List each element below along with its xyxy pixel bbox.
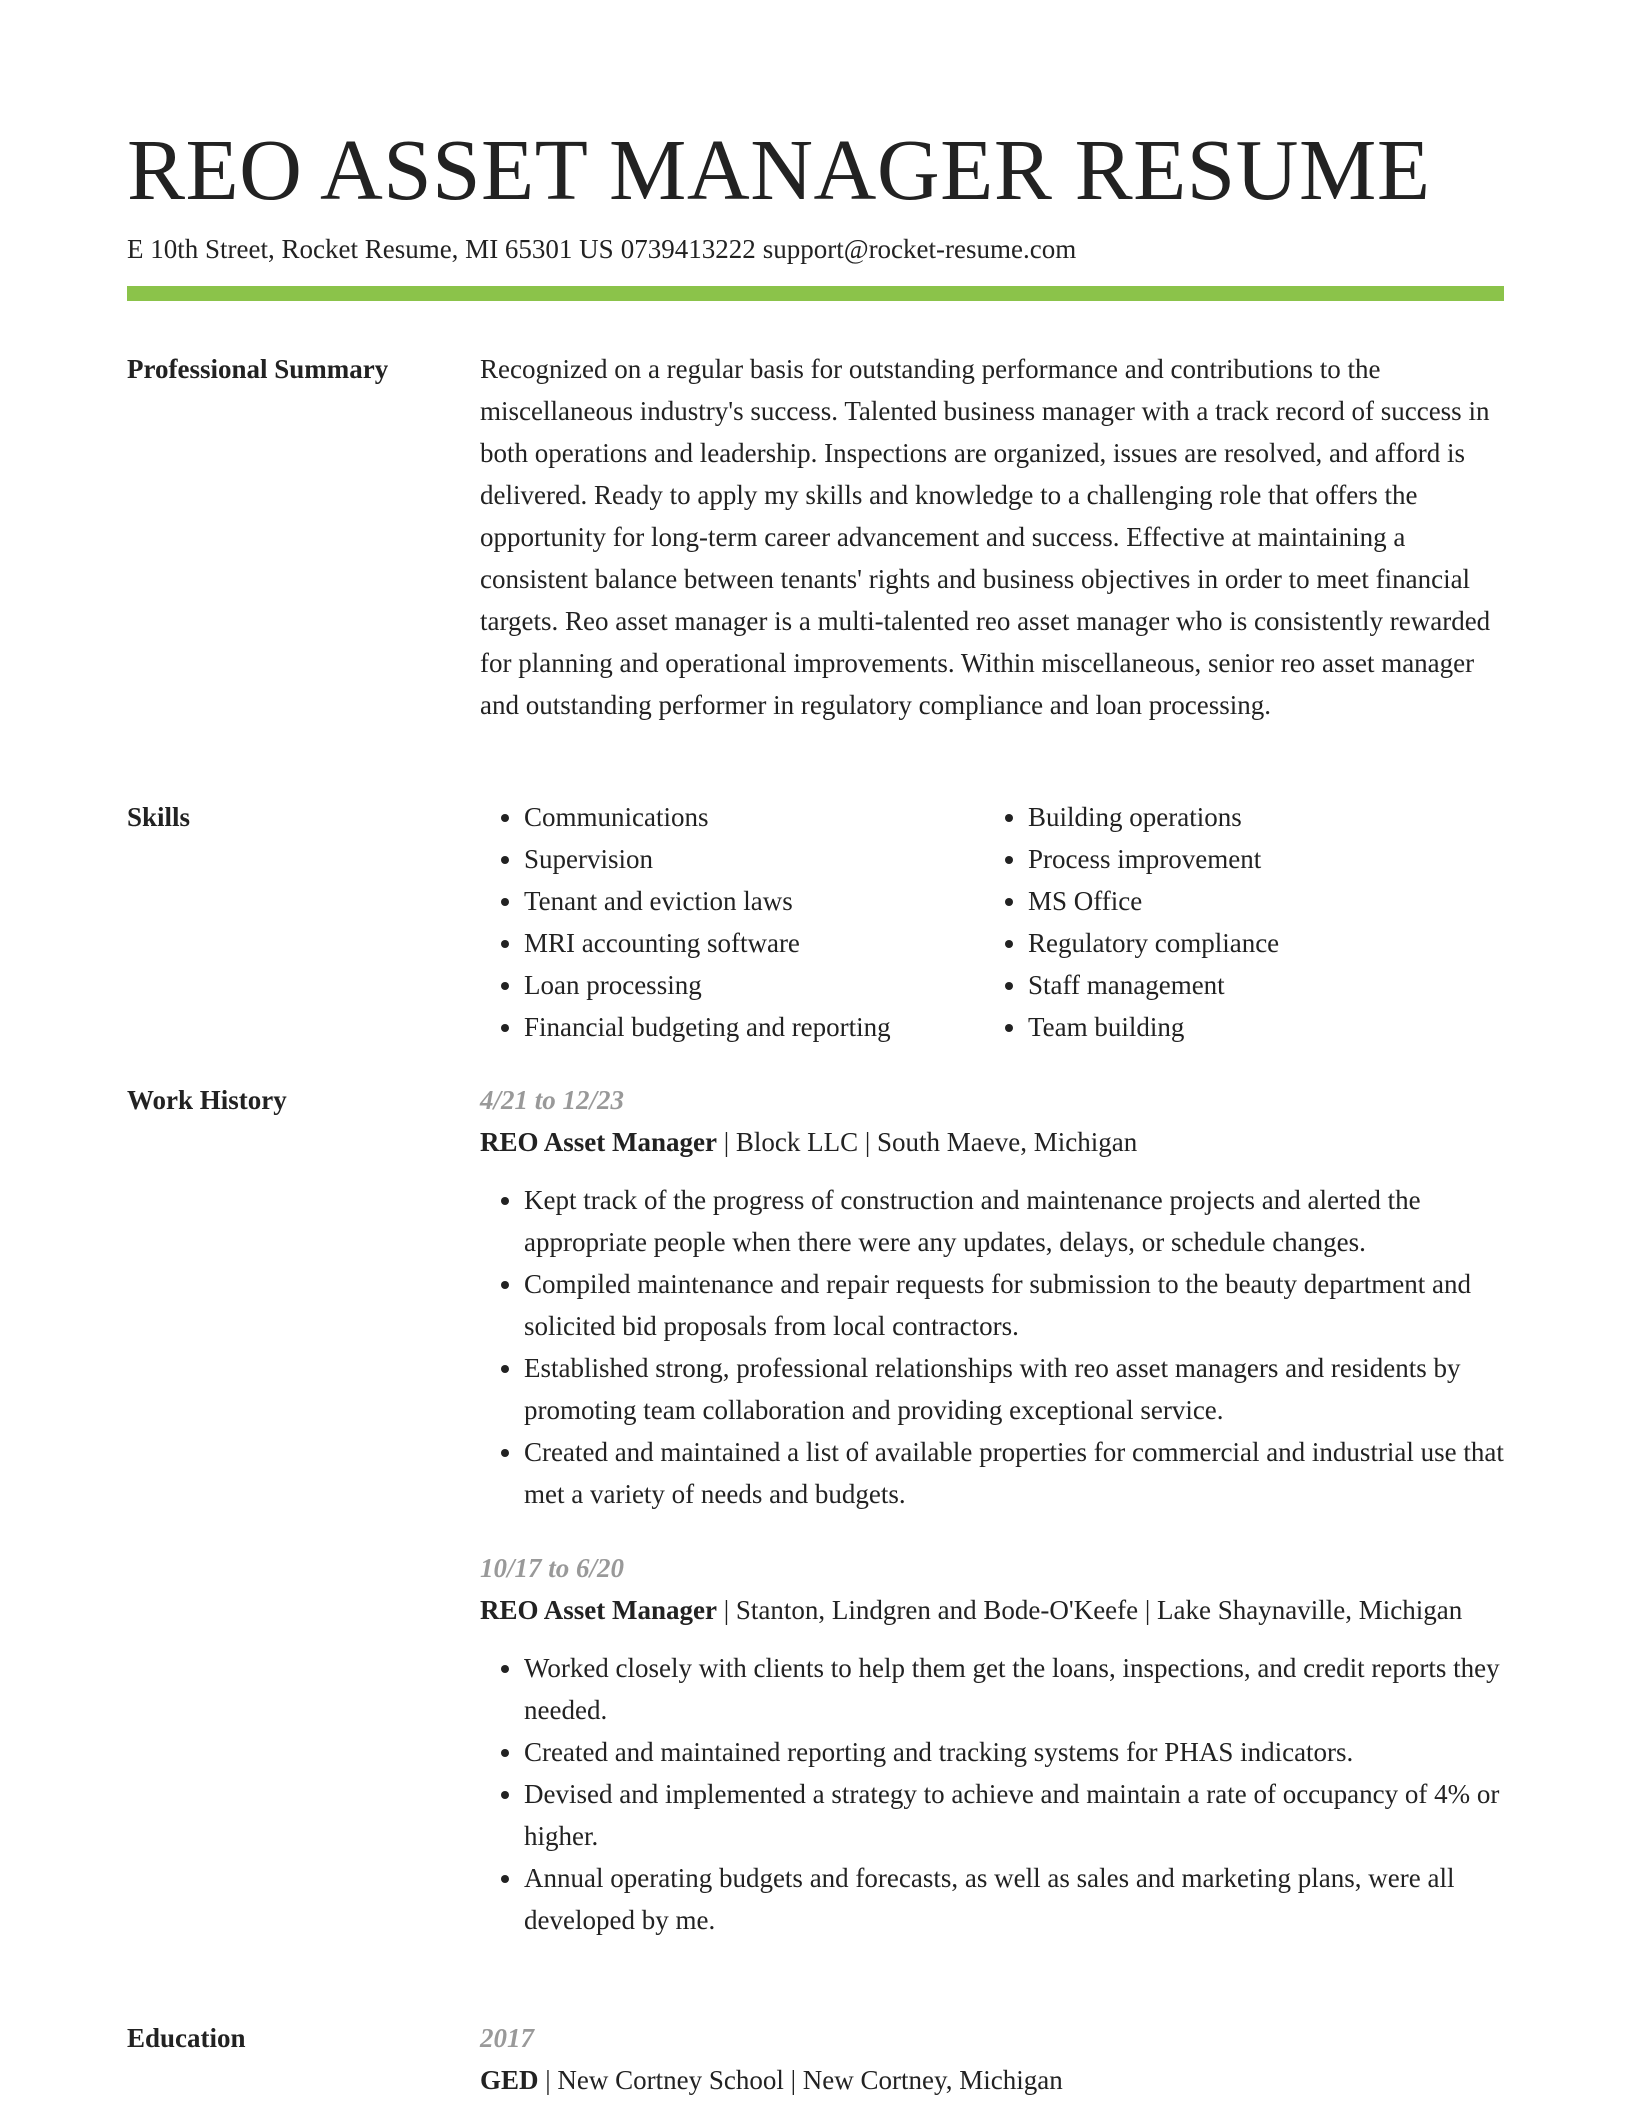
skill-item: • Building operations <box>1028 796 1498 838</box>
skill-item: • MRI accounting software <box>524 922 984 964</box>
job-bullet: • Established strong, professional relationships with reo asset managers and residents by promoting team collaboration and providing exceptional service. <box>524 1347 1504 1431</box>
job-details: | Stanton, Lindgren and Bode-O'Keefe | Lake Shaynaville, Michigan <box>716 1595 1463 1625</box>
job-bullet: • Annual operating budgets and forecasts, as well as sales and marketing plans, were all developed by me. <box>524 1857 1504 1941</box>
contact-line <box>127 232 1076 266</box>
job-bullet: • Created and maintained reporting and tracking systems for PHAS indicators. <box>524 1731 1504 1773</box>
skills-label: Skills <box>127 802 191 832</box>
job-details: | Block LLC | South Maeve, Michigan <box>716 1127 1138 1157</box>
skill-item: • Supervision <box>524 838 984 880</box>
job-bullet-list <box>480 1179 1504 1515</box>
skill-item: • MS Office <box>1028 880 1498 922</box>
job-heading <box>480 1589 1504 1631</box>
job-date: 10/17 to 6/20 <box>480 1553 625 1583</box>
education-date: 2017 <box>480 2023 534 2053</box>
job-title: REO Asset Manager <box>480 1127 717 1157</box>
work-history-label: Work History <box>127 1085 287 1115</box>
skill-item: • Financial budgeting and reporting <box>524 1006 984 1048</box>
header-accent-bar <box>127 286 1504 301</box>
resume-title: REO ASSET MANAGER RESUME <box>127 121 1431 218</box>
job-bullet: • Kept track of the progress of construction and maintenance projects and alerted the appropriate people when there were any updates, delays, or schedule changes. <box>524 1179 1504 1263</box>
job-bullet: • Devised and implemented a strategy to achieve and maintain a rate of occupancy of 4% or higher. <box>524 1773 1504 1857</box>
job-entry <box>480 1079 1504 1515</box>
job-title: REO Asset Manager <box>480 1595 717 1625</box>
skill-item: • Regulatory compliance <box>1028 922 1498 964</box>
summary-label: Professional Summary <box>127 354 389 384</box>
job-entry <box>480 1547 1504 1941</box>
job-bullet: • Compiled maintenance and repair requests for submission to the beauty department and solicited bid proposals from local contractors. <box>524 1263 1504 1347</box>
skills-body <box>480 796 1504 1048</box>
education-details: | New Cortney School | New Cortney, Michigan <box>538 2065 1063 2095</box>
job-bullet: • Created and maintained a list of available properties for commercial and industrial use that met a variety of needs and budgets. <box>524 1431 1504 1515</box>
skill-item: • Process improvement <box>1028 838 1498 880</box>
education-heading <box>480 2059 1504 2101</box>
skill-item: • Tenant and eviction laws <box>524 880 984 922</box>
skills-columns <box>480 796 1504 1048</box>
skill-item: • Team building <box>1028 1006 1498 1048</box>
summary-text: Recognized on a regular basis for outstanding performance and contributions to the miscellaneous industry's success. Talented business manager with a track record of success in both operations and leadership. Inspections are organized, issues are resolved, and afford is delivered. Ready to apply my skills and knowledge to a challenging role that offers the opportunity for long-term career advancement and success. Effective at maintaining a consistent balance between tenants' rights and business objectives in order to meet financial targets. Reo asset manager is a multi-talented reo asset manager who is consistently rewarded for planning and operational improvements. Within miscellaneous, senior reo asset manager and outstanding performer in regulatory compliance and loan processing. <box>480 354 1491 720</box>
job-heading <box>480 1121 1504 1163</box>
education-body <box>480 2017 1504 2101</box>
skill-item: • Communications <box>524 796 984 838</box>
skill-item: • Staff management <box>1028 964 1498 1006</box>
job-bullet-list <box>480 1647 1504 1941</box>
contact-address: E 10th Street, Rocket Resume, MI 65301 US <box>127 234 614 264</box>
skills-list-left <box>480 796 984 1048</box>
job-date: 4/21 to 12/23 <box>480 1085 625 1115</box>
work-history-body <box>480 1079 1504 1941</box>
education-label: Education <box>127 2023 246 2053</box>
contact-phone: 0739413222 <box>620 234 756 264</box>
contact-email[interactable]: support@rocket-resume.com <box>762 234 1077 264</box>
skills-list-right <box>984 796 1498 1048</box>
job-bullet: • Worked closely with clients to help them get the loans, inspections, and credit reports they needed. <box>524 1647 1504 1731</box>
skill-item: • Loan processing <box>524 964 984 1006</box>
summary-body <box>480 348 1504 726</box>
education-degree: GED <box>480 2065 539 2095</box>
